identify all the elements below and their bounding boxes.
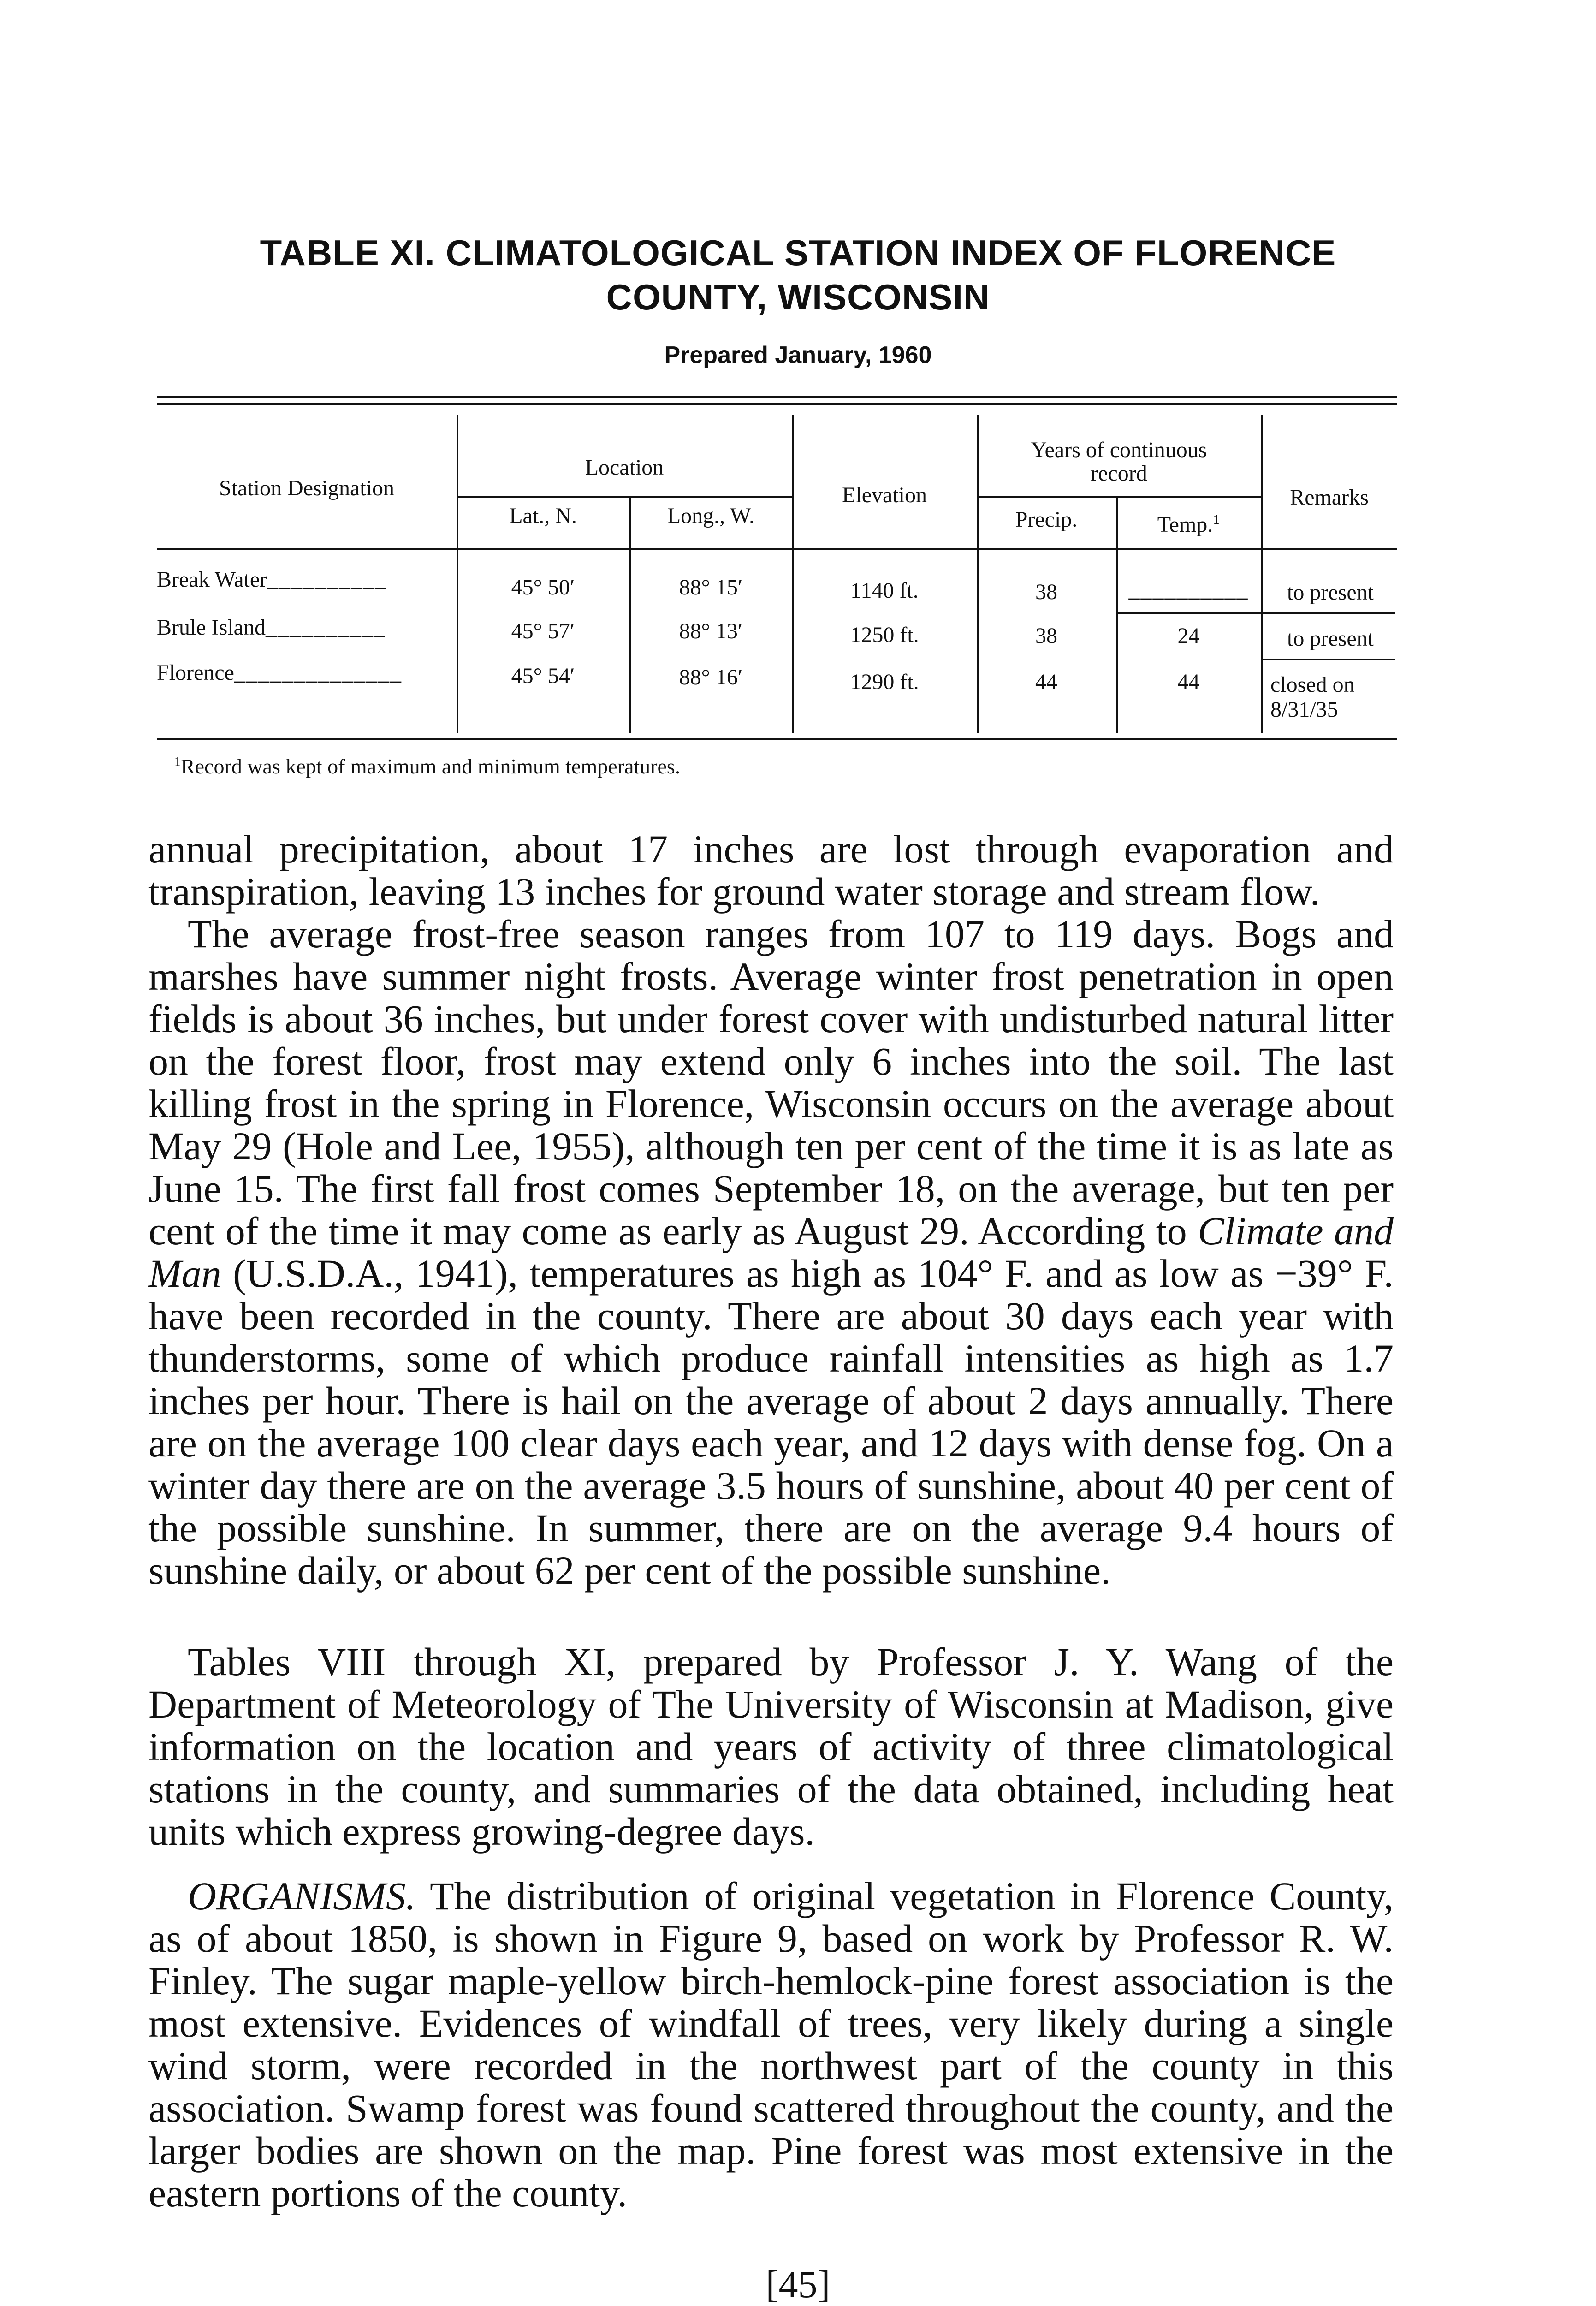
row-brule-island-temp: 24 xyxy=(1177,624,1200,648)
location-subheader-rule xyxy=(457,496,792,498)
paragraph-organisms: ORGANISMS. The distribution of original vegetation in Florence County, as of about 1850, is shown in Figure 9, based on work by Professor R. W. Finley. The sugar maple-yellow birch-hemlock-pine forest association is the most extensive. Evidences of windfall of trees, very likely during a single wind storm, were recorded in the northwest part of the county in this association. Swamp forest was found scattered throughout the county, and the larger bodies are shown on the map. Pine forest was most extensive in the eastern portions of the county. xyxy=(148,1874,1394,2215)
page-number: [45] xyxy=(765,2263,831,2306)
row-break-water-temp: __________ xyxy=(1128,577,1249,602)
col-divider xyxy=(1261,415,1263,733)
row-brule-island-remarks: to present xyxy=(1287,626,1374,651)
table-top-rule xyxy=(157,396,1397,398)
table-title-line2: COUNTY, WISCONSIN xyxy=(606,277,990,317)
row-florence-temp: 44 xyxy=(1177,670,1200,694)
row-rule xyxy=(1116,612,1261,614)
row-break-water-station: Break Water__________ xyxy=(157,567,387,592)
row-break-water-lat: 45° 50′ xyxy=(511,575,575,600)
header-years-line2: record xyxy=(1091,461,1147,486)
years-subheader-rule xyxy=(977,496,1261,498)
table-top-rule-2 xyxy=(157,403,1397,405)
row-florence-elevation: 1290 ft. xyxy=(850,670,919,694)
row-break-water-elevation: 1140 ft. xyxy=(850,578,919,603)
row-brule-island-precip: 38 xyxy=(1035,624,1057,648)
row-rule xyxy=(1261,612,1395,614)
header-years-line1: Years of continuous xyxy=(1031,438,1207,462)
header-bottom-rule xyxy=(157,548,1397,550)
table-footnote: $^1$Record was kept of maximum and minimum temperatures. xyxy=(174,755,681,778)
paragraph-tables: Tables VIII through XI, prepared by Professor J. Y. Wang of the Department of Meteorology of The University of Wisconsin at Madison, give information on the location and years of activity of three climatological stations in the county, and summaries of the data obtained, including heat units which express growing-degree days. xyxy=(148,1640,1394,1854)
paragraph-precipitation: annual precipitation, about 17 inches are lost through evaporation and transpiration, leaving 13 inches for ground water storage and stream flow. xyxy=(148,827,1394,914)
header-remarks: Remarks xyxy=(1290,485,1369,510)
header-location: Location xyxy=(585,455,664,480)
header-elevation: Elevation xyxy=(842,483,927,507)
organisms-heading: ORGANISMS. xyxy=(188,1874,416,1918)
paragraph-frost: The average frost-free season ranges from 107 to 119 days. Bogs and marshes have summer night frosts. Average winter frost penetration in open fields is about 36 inches, but under forest cover with undisturbed natural litter on the forest floor, frost may extend only 6 inches into the soil. The last killing frost in the spring in Florence, Wisconsin occurs on the average about May 29 (Hole and Lee, 1955), although ten per cent of the time it is as late as June 15. The first fall frost comes September 18, on the average, but ten per cent of the time it may come as early as August 29. According to Climate and Man (U.S.D.A., 1941), temperatures as high as 104° F. and as low as −39° F. have been recorded in the county. There are about 30 days each year with thunderstorms, some of which produce rainfall intensities as high as 1.7 inches per hour. There is hail on the average of about 2 days annually. There are on the average 100 clear days each year, and 12 days with dense fog. On a winter day there are on the average 3.5 hours of sunshine, about 40 per cent of the possible sunshine. In summer, there are on the average 9.4 hours of sunshine daily, or about 62 per cent of the possible sunshine. xyxy=(148,912,1394,1593)
row-rule xyxy=(1261,659,1395,660)
prepared-date: Prepared January, 1960 xyxy=(664,342,932,368)
row-florence-station: Florence______________ xyxy=(157,660,402,685)
row-brule-island-lat: 45° 57′ xyxy=(511,619,575,643)
row-florence-remarks-date: 8/31/35 xyxy=(1270,697,1338,722)
header-temp: Temp.$^1$ xyxy=(1157,512,1220,537)
row-break-water-precip: 38 xyxy=(1035,580,1057,604)
header-long: Long., W. xyxy=(667,504,755,528)
row-brule-island-elevation: 1250 ft. xyxy=(850,623,919,647)
row-florence-long: 88° 16′ xyxy=(679,665,743,689)
col-divider xyxy=(629,498,631,733)
row-break-water-long: 88° 15′ xyxy=(679,575,743,600)
header-lat: Lat., N. xyxy=(509,504,577,528)
row-break-water-remarks: to present xyxy=(1287,580,1374,605)
row-florence-remarks: closed on xyxy=(1270,672,1355,697)
header-precip: Precip. xyxy=(1015,507,1078,532)
row-florence-lat: 45° 54′ xyxy=(511,664,575,688)
row-brule-island-long: 88° 13′ xyxy=(679,619,743,643)
table-bottom-rule xyxy=(157,738,1397,740)
table-title-line1: TABLE XI. CLIMATOLOGICAL STATION INDEX OF FLORENCE xyxy=(260,232,1336,273)
row-brule-island-station: Brule Island__________ xyxy=(157,615,386,640)
row-florence-precip: 44 xyxy=(1035,670,1057,694)
header-station: Station Designation xyxy=(219,476,394,500)
